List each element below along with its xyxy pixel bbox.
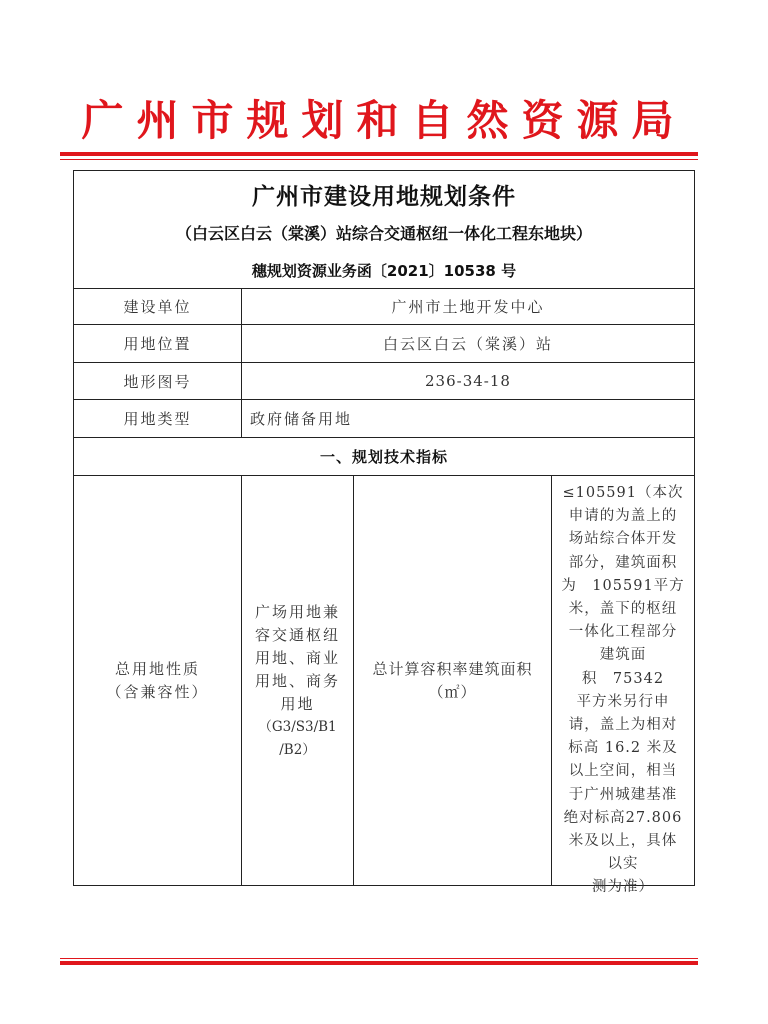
top-red-rule-thin	[60, 159, 698, 160]
location-value: 白云区白云（棠溪）站	[382, 335, 553, 353]
land-nature-label-line: 总用地性质	[114, 660, 200, 678]
land-nature-label	[74, 476, 241, 886]
floor-area-value-line: 以上空间，相当	[568, 763, 678, 780]
builder-label: 建设单位	[123, 298, 192, 316]
floor-area-value-line: 米及以上，具体	[568, 833, 678, 850]
land-nature-value-line: （G3/S3/B1	[258, 718, 337, 735]
floor-area-value-line: 申请的为盖上的	[568, 508, 678, 525]
floor-area-value-line: 标高 16.2 米及	[568, 740, 678, 757]
land-nature-value	[242, 476, 353, 886]
land-nature-value-line: 用地	[280, 694, 315, 713]
floor-area-value-line: 于广州城建基准	[568, 786, 678, 803]
floor-area-label-line: 总计算容积率建筑面积	[372, 660, 533, 678]
floor-area-value	[552, 476, 694, 896]
floor-area-value-line: 一体化工程部分	[568, 624, 678, 641]
land-nature-value-line: 广场用地兼	[254, 602, 340, 621]
floor-area-value-line: 积 75342	[581, 670, 665, 687]
land-type-value: 政府储备用地	[250, 410, 353, 428]
map-number-label: 地形图号	[123, 372, 192, 391]
land-nature-value-line: 容交通枢纽	[254, 625, 340, 644]
floor-area-value-line: 以实	[607, 856, 639, 873]
floor-area-label	[354, 476, 551, 886]
floor-area-value-line: 测为准）	[592, 879, 654, 896]
floor-area-value-line: 米，盖下的枢纽	[568, 601, 678, 618]
bottom-red-rule-thin	[60, 958, 698, 959]
builder-value: 广州市土地开发中心	[391, 298, 545, 316]
floor-area-value-line: 部分，建筑面积	[568, 554, 678, 571]
floor-area-value-line: 绝对标高27.806	[563, 809, 683, 826]
top-red-rule-thick	[60, 152, 698, 156]
planning-conditions-form	[73, 170, 695, 896]
land-nature-value-line: /B2）	[279, 741, 316, 758]
section-title: 一、规划技术指标	[319, 448, 448, 466]
floor-area-label-line: （㎡）	[428, 683, 477, 701]
project-name: （白云区白云（棠溪）站综合交通枢纽一体化工程东地块）	[175, 224, 592, 243]
floor-area-value-line: 请，盖上为相对	[568, 717, 678, 734]
organization-name: 广州市规划和自然资源局	[81, 96, 687, 145]
map-number-value: 236-34-18	[425, 372, 511, 390]
floor-area-value-line: 为 105591平方	[561, 577, 685, 594]
land-nature-value-line: 用地、商业	[254, 648, 340, 667]
floor-area-value-line: ≤105591（本次	[562, 485, 684, 501]
floor-area-value-line: 场站综合体开发	[568, 531, 678, 548]
land-nature-label-line: （含兼容性）	[106, 683, 209, 701]
document-number: 穗规划资源业务函〔2021〕10538 号	[251, 262, 517, 280]
floor-area-value-line: 平方米另行申	[576, 693, 670, 710]
location-label: 用地位置	[123, 335, 192, 353]
floor-area-value-line: 建筑面	[599, 647, 647, 664]
land-type-label: 用地类型	[123, 410, 192, 428]
land-nature-value-line: 用地、商务	[254, 671, 340, 690]
bottom-red-rule-thick	[60, 961, 698, 965]
document-title: 广州市建设用地规划条件	[252, 184, 516, 210]
